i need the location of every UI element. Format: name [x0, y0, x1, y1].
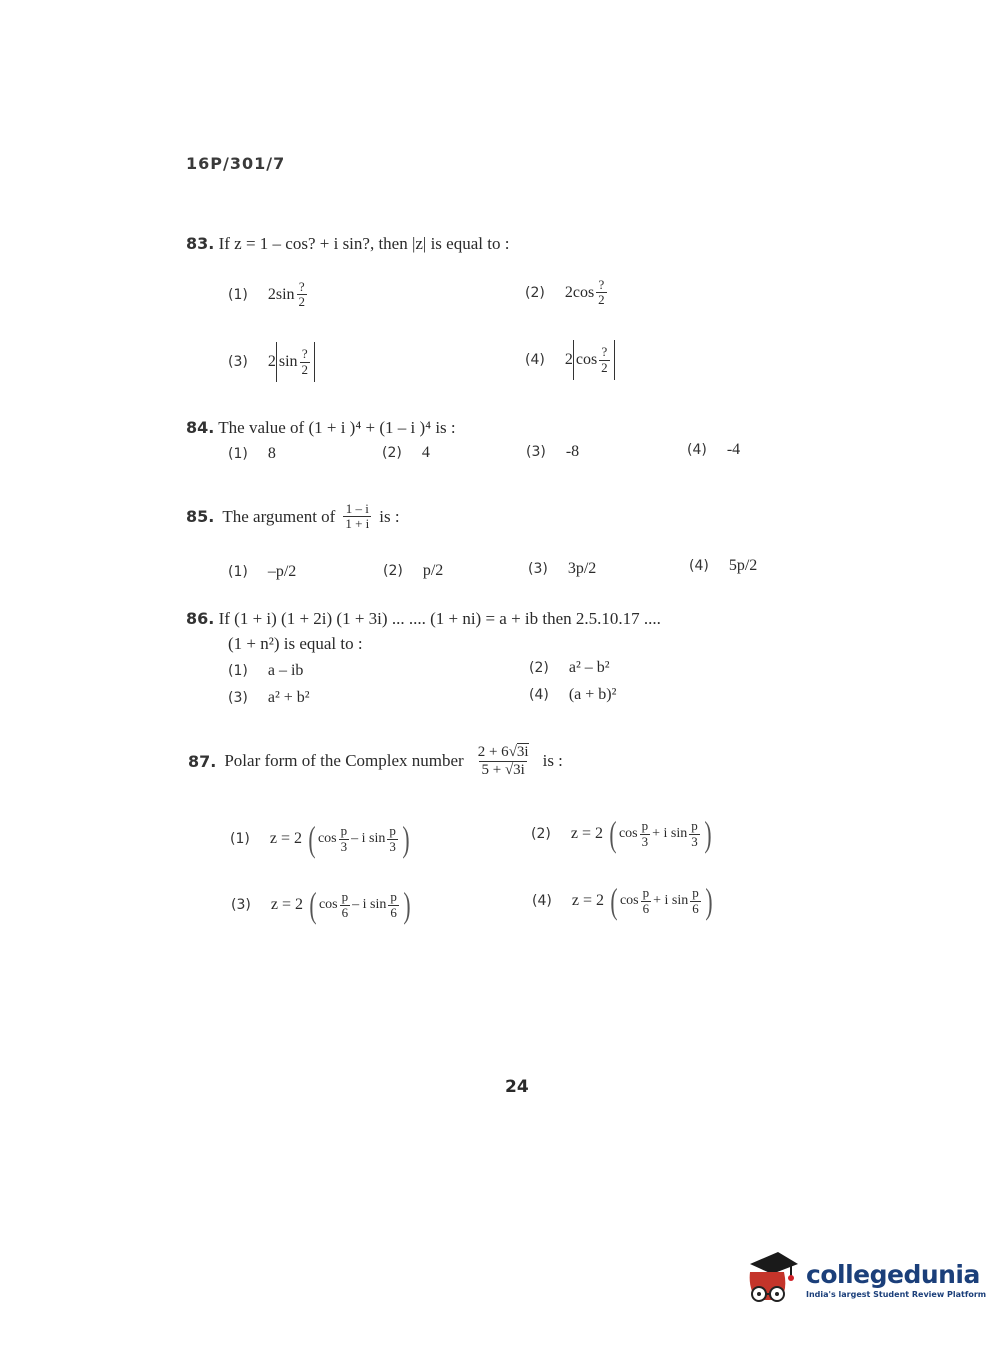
- collegedunia-logo: [744, 1250, 986, 1308]
- numerator: 2 + 6√3i: [477, 744, 529, 760]
- question-84: [186, 418, 456, 438]
- q87-option-2: [531, 813, 718, 855]
- option-label: (2): [529, 660, 549, 676]
- fraction: [297, 280, 308, 310]
- left-paren-icon: (: [609, 814, 617, 854]
- q86-option-1: [228, 662, 303, 680]
- numerator-prefix: 2 + 6: [477, 744, 509, 760]
- denominator: 1 + i: [345, 516, 370, 532]
- q83-option-1: [228, 280, 309, 310]
- right-paren-icon: ): [403, 885, 411, 925]
- absolute-value: [573, 340, 615, 380]
- fraction: [343, 502, 371, 532]
- numerator: ?: [301, 346, 308, 362]
- option-value: a – ib: [267, 662, 304, 679]
- left-paren-icon: (: [610, 881, 618, 921]
- denominator: 6: [341, 904, 349, 920]
- mascot-icon: [744, 1250, 802, 1308]
- option-label: (1): [230, 831, 250, 847]
- option-label: (2): [531, 826, 551, 842]
- right-paren-icon: ): [402, 819, 410, 859]
- question-86: [186, 609, 661, 629]
- parenthesis-group: [303, 884, 417, 926]
- option-label: (4): [687, 442, 707, 458]
- option-coefficient: 2sin: [267, 285, 295, 303]
- question-number: 86.: [186, 609, 215, 628]
- question-text: If (1 + i) (1 + 2i) (1 + 3i) ... .... (1 + ni) = a + ib then 2.5.10.17 ....: [218, 609, 661, 628]
- cos-term: cos: [619, 893, 639, 908]
- question-text: The value of (1 + i )⁴ + (1 – i )⁴ is :: [218, 418, 456, 437]
- option-value: –p/2: [267, 563, 297, 580]
- numerator: p: [340, 823, 348, 839]
- option-label: (4): [525, 352, 545, 368]
- fraction: [641, 886, 652, 916]
- fraction: [640, 819, 651, 849]
- numerator: p: [341, 889, 349, 905]
- option-value: (a + b)²: [568, 686, 617, 703]
- option-modulus: z = 2: [270, 896, 303, 913]
- q84-option-3: [526, 443, 579, 461]
- sqrt-term: 3i: [513, 761, 525, 778]
- question-number: 84.: [186, 418, 215, 437]
- sin-term: + i sin: [652, 826, 688, 841]
- denominator: 3: [641, 833, 649, 849]
- option-label: (1): [228, 446, 248, 462]
- cos-term: cos: [318, 897, 338, 912]
- denominator: 6: [390, 904, 397, 920]
- function-name: sin: [278, 353, 298, 370]
- numerator: p: [692, 885, 699, 901]
- question-87: [188, 744, 563, 778]
- option-label: (3): [228, 690, 248, 706]
- left-paren-icon: (: [309, 885, 317, 925]
- option-value: 8: [267, 445, 276, 462]
- denominator: 2: [301, 361, 309, 377]
- option-label: (4): [529, 687, 549, 703]
- brand-tagline: India's largest Student Review Platform: [806, 1289, 987, 1299]
- numerator: p: [642, 885, 650, 901]
- question-suffix: is :: [379, 506, 400, 526]
- fraction: [689, 819, 700, 849]
- fraction: [596, 278, 607, 308]
- question-text: If z = 1 – cos? + i sin?, then |z| is equal to :: [218, 234, 510, 253]
- numerator: p: [389, 823, 396, 839]
- question-85: [186, 502, 400, 532]
- option-value: a² + b²: [267, 689, 310, 706]
- numerator: p: [691, 818, 698, 834]
- brand-name: collegedunia: [806, 1259, 980, 1289]
- option-label: (3): [231, 897, 251, 913]
- fraction: [339, 824, 350, 854]
- paper-code: 16P/301/7: [186, 154, 286, 173]
- option-label: (2): [382, 445, 402, 461]
- sin-term: – i sin: [352, 897, 387, 912]
- option-value: -8: [565, 443, 580, 460]
- denominator: 3: [340, 838, 348, 854]
- parenthesis-group: [302, 818, 416, 860]
- denominator: 6: [642, 900, 650, 916]
- numerator: p: [641, 818, 649, 834]
- fraction: [690, 886, 701, 916]
- option-label: (1): [228, 286, 248, 303]
- q85-option-4: [689, 557, 757, 575]
- fraction: [476, 744, 531, 778]
- option-label: (3): [526, 444, 546, 460]
- q83-option-4: [525, 340, 615, 380]
- q87-option-4: [532, 880, 719, 922]
- left-paren-icon: (: [308, 819, 316, 859]
- option-label: (1): [228, 564, 248, 580]
- question-number: 87.: [188, 751, 217, 771]
- q86-option-4: [529, 686, 616, 704]
- page-number: 24: [505, 1077, 529, 1097]
- function-name: cos: [575, 351, 598, 368]
- sin-term: – i sin: [351, 831, 386, 846]
- option-label: (2): [525, 284, 545, 301]
- absolute-value: [276, 342, 315, 382]
- option-value: p/2: [422, 562, 444, 579]
- q85-option-3: [528, 560, 596, 578]
- denominator: 2: [598, 292, 605, 308]
- denominator-prefix: 5 +: [481, 761, 505, 778]
- q86-option-2: [529, 659, 610, 677]
- question-number: 85.: [186, 507, 215, 527]
- q87-option-1: [230, 818, 416, 860]
- option-value: 5p/2: [728, 557, 758, 574]
- parenthesis-group: [604, 880, 719, 922]
- question-text: The argument of: [222, 506, 336, 526]
- fraction: [388, 890, 399, 920]
- question-86-line-2: (1 + n²) is equal to :: [228, 634, 363, 653]
- numerator: p: [390, 889, 397, 905]
- cos-term: cos: [618, 826, 638, 841]
- option-label: (4): [532, 893, 552, 909]
- denominator: 2: [298, 294, 306, 310]
- fraction: [340, 890, 351, 920]
- q83-option-3: [228, 342, 315, 382]
- option-label: (2): [383, 563, 403, 579]
- question-83: [186, 234, 509, 254]
- numerator: ?: [601, 344, 608, 360]
- option-coefficient: 2: [267, 353, 276, 370]
- sqrt-term: 3i: [516, 744, 529, 760]
- question-suffix: is :: [542, 751, 563, 770]
- q87-option-3: [231, 884, 417, 926]
- numerator: 1 – i: [345, 501, 369, 516]
- sin-term: + i sin: [653, 893, 689, 908]
- numerator: ?: [598, 277, 605, 292]
- fraction: [387, 824, 398, 854]
- option-modulus: z = 2: [269, 830, 302, 847]
- option-modulus: z = 2: [570, 825, 603, 842]
- q84-option-1: [228, 445, 276, 463]
- numerator: ?: [298, 279, 305, 294]
- fraction: [599, 345, 610, 375]
- denominator: 3: [691, 833, 698, 849]
- parenthesis-group: [603, 813, 718, 855]
- right-paren-icon: ): [704, 814, 712, 854]
- denominator: 6: [692, 900, 699, 916]
- denominator: 3: [389, 838, 396, 854]
- option-label: (1): [228, 663, 248, 679]
- q85-option-2: [383, 562, 443, 580]
- question-number: 83.: [186, 234, 215, 253]
- denominator: 2: [601, 359, 608, 375]
- right-paren-icon: ): [705, 881, 713, 921]
- q84-option-4: [687, 441, 740, 459]
- option-label: (3): [528, 561, 548, 577]
- option-coefficient: 2: [564, 351, 573, 368]
- question-text: Polar form of the Complex number: [224, 751, 464, 770]
- q83-option-2: [525, 278, 609, 308]
- option-label: (3): [228, 354, 248, 370]
- option-value: -4: [726, 441, 741, 458]
- option-label: (4): [689, 558, 709, 574]
- option-value: a² – b²: [568, 659, 610, 676]
- option-coefficient: 2cos: [564, 283, 595, 301]
- q86-option-3: [228, 689, 310, 707]
- fraction: [300, 347, 311, 377]
- option-value: 3p/2: [567, 560, 597, 577]
- denominator: 5 + √3i: [481, 761, 525, 778]
- option-modulus: z = 2: [571, 892, 604, 909]
- q85-option-1: [228, 563, 296, 581]
- cos-term: cos: [317, 831, 337, 846]
- option-value: 4: [421, 444, 430, 461]
- q84-option-2: [382, 444, 430, 462]
